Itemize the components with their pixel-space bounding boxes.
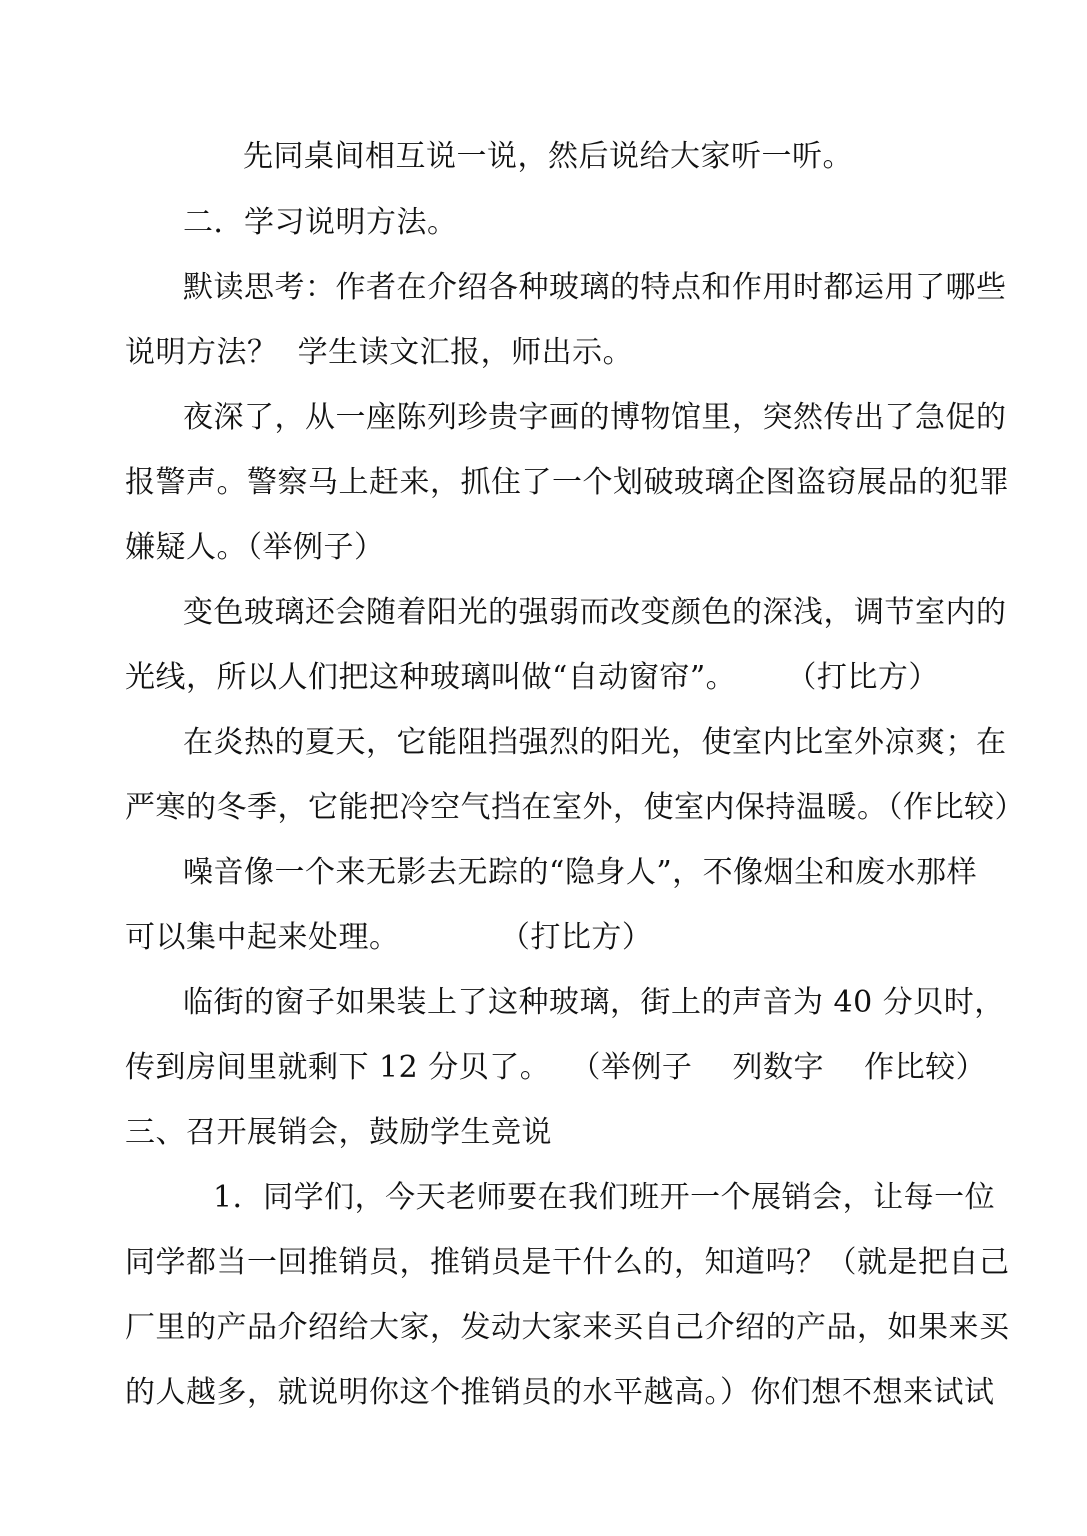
paragraph-line: 先同桌间相互说一说，然后说给大家听一听。	[243, 139, 853, 174]
section-heading: 三、召开展销会，鼓励学生竞说	[125, 1115, 552, 1150]
paragraph-line: 嫌疑人。（举例子）	[125, 530, 385, 565]
paragraph-line: 传到房间里就剩下 12 分贝了。 （举例子 列数字 作比较）	[125, 1050, 987, 1085]
paragraph-line: 夜深了，从一座陈列珍贵字画的博物馆里，突然传出了急促的	[183, 400, 1007, 435]
paragraph-line: 变色玻璃还会随着阳光的强弱而改变颜色的深浅，调节室内的	[183, 595, 1007, 630]
paragraph-line: 噪音像一个来无影去无踪的“隐身人”，不像烟尘和废水那样	[183, 855, 978, 890]
paragraph-line: 的人越多，就说明你这个推销员的水平越高。）你们想不想来试试	[125, 1375, 995, 1410]
paragraph-line: 光线，所以人们把这种玻璃叫做“自动窗帘”。 （打比方）	[125, 660, 939, 695]
paragraph-line: 严寒的冬季，它能把冷空气挡在室外，使室内保持温暖。（作比较）	[125, 790, 1025, 825]
paragraph-line: 厂里的产品介绍给大家，发动大家来买自己介绍的产品，如果来买	[125, 1310, 1010, 1345]
paragraph-line: 报警声。警察马上赶来，抓住了一个划破玻璃企图盗窃展品的犯罪	[125, 465, 1010, 500]
paragraph-line: 在炎热的夏天，它能阻挡强烈的阳光，使室内比室外凉爽；在	[183, 725, 1007, 760]
section-heading: 二．学习说明方法。	[183, 205, 458, 240]
paragraph-line: 可以集中起来处理。 （打比方）	[125, 920, 653, 955]
paragraph-line: 说明方法？ 学生读文汇报，师出示。	[125, 335, 634, 370]
paragraph-line: 默读思考：作者在介绍各种玻璃的特点和作用时都运用了哪些	[183, 270, 1007, 305]
paragraph-line: 临街的窗子如果装上了这种玻璃，街上的声音为 40 分贝时，	[183, 985, 1005, 1020]
list-item-line: 1．同学们，今天老师要在我们班开一个展销会，让每一位	[213, 1180, 996, 1215]
paragraph-line: 同学都当一回推销员，推销员是干什么的，知道吗？（就是把自己	[125, 1245, 1010, 1280]
